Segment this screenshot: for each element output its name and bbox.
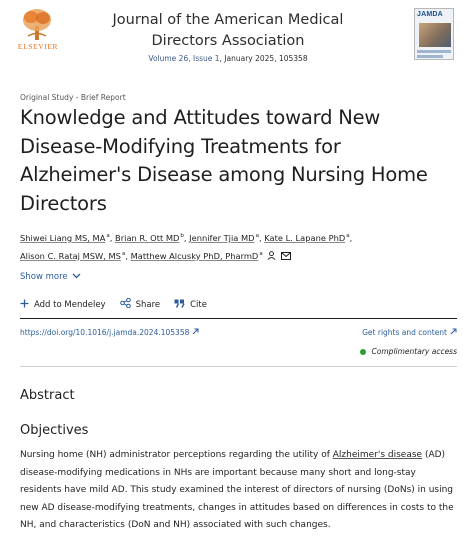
share-icon xyxy=(120,298,131,311)
affiliation-marker[interactable]: a xyxy=(106,233,110,239)
volume-issue-link[interactable]: Volume 26, Issue 1 xyxy=(148,54,220,63)
author-link[interactable]: Kate L. Lapane PhD xyxy=(264,232,346,243)
access-status xyxy=(360,347,457,356)
article-type: Original Study - Brief Report xyxy=(20,93,126,102)
show-more-button[interactable] xyxy=(20,272,81,282)
affiliation-marker[interactable]: a xyxy=(121,250,126,257)
affiliation-marker[interactable]: a xyxy=(259,250,263,257)
abstract-text-start: Nursing home (NH) administrator perceptions regarding the utility of xyxy=(20,450,333,460)
author-separator: , xyxy=(349,232,353,243)
author-link[interactable]: Shiwei Liang MS, MA xyxy=(20,232,106,243)
author-separator: , xyxy=(109,232,113,243)
external-link-icon xyxy=(450,328,457,337)
author-separator: , xyxy=(258,232,262,243)
author-link[interactable]: Matthew Alcusky PhD, PharmD xyxy=(130,250,259,261)
affiliation-marker[interactable]: b xyxy=(180,233,184,239)
affiliation-marker[interactable]: a xyxy=(255,233,259,239)
add-to-mendeley-button[interactable] xyxy=(20,298,106,311)
quote-icon xyxy=(174,299,185,311)
show-more-label: Show more xyxy=(20,272,68,282)
affiliation-marker[interactable]: a xyxy=(346,233,350,239)
access-text: Complimentary access xyxy=(371,347,457,356)
journal-meta xyxy=(78,54,378,63)
author-separator: , xyxy=(125,250,128,261)
objectives-heading: Objectives xyxy=(20,423,89,438)
date-and-article-id: , January 2025, 105358 xyxy=(219,54,308,63)
doi-text: https://doi.org/10.1016/j.jamda.2024.105358 xyxy=(20,328,190,337)
cover-text-line xyxy=(417,55,443,58)
journal-header xyxy=(0,0,463,72)
share-button[interactable] xyxy=(120,298,161,311)
abstract-heading: Abstract xyxy=(20,388,75,403)
author-separator: , xyxy=(183,232,187,243)
article-actions xyxy=(20,298,207,311)
publisher-name: ELSEVIER xyxy=(17,42,59,51)
cover-text-line xyxy=(417,50,451,53)
cover-label: JAMDA xyxy=(417,11,443,18)
journal-cover-thumbnail[interactable] xyxy=(414,8,454,60)
journal-title[interactable]: Journal of the American Medical Directors Association xyxy=(112,12,344,49)
rights-text: Get rights and content xyxy=(362,328,447,337)
author-link[interactable]: Brian R. Ott MD xyxy=(115,232,180,243)
author-link[interactable]: Jennifer Tjia MD xyxy=(189,232,255,243)
article-title: Knowledge and Attitudes toward New Disease-Modifying Treatments for Alzheimer's Disease among Nursing Home Directors xyxy=(20,106,428,215)
cite-button[interactable] xyxy=(174,298,207,311)
chevron-down-icon xyxy=(72,272,81,282)
divider xyxy=(20,318,457,319)
author-link[interactable]: Alison C. Rataj MSW, MS xyxy=(20,250,121,261)
add-to-mendeley-label: Add to Mendeley xyxy=(34,299,106,310)
green-dot-icon xyxy=(360,349,366,355)
abstract-paragraph xyxy=(20,447,460,535)
rights-link[interactable] xyxy=(362,328,457,337)
external-link-icon xyxy=(192,328,199,337)
share-label: Share xyxy=(135,299,161,310)
envelope-icon[interactable] xyxy=(281,249,291,265)
cite-label: Cite xyxy=(190,299,207,310)
cover-photo xyxy=(419,23,451,47)
alzheimers-disease-link[interactable]: Alzheimer's disease xyxy=(332,450,423,460)
person-icon[interactable] xyxy=(267,249,276,265)
author-list xyxy=(20,228,450,265)
abstract-text-rest: (AD) disease-modifying medications in NHs are important because many short and long-stay residents have mild AD. This study examined the interest of directors of nursing (DoNs) in using new AD disease-modifying treatments, changes in attitudes based on differences in costs to the NH, and characteristics (DoN and NH) associated with such changes. xyxy=(20,450,454,530)
plus-icon xyxy=(20,299,29,311)
doi-link[interactable] xyxy=(20,328,199,337)
divider xyxy=(20,366,457,367)
